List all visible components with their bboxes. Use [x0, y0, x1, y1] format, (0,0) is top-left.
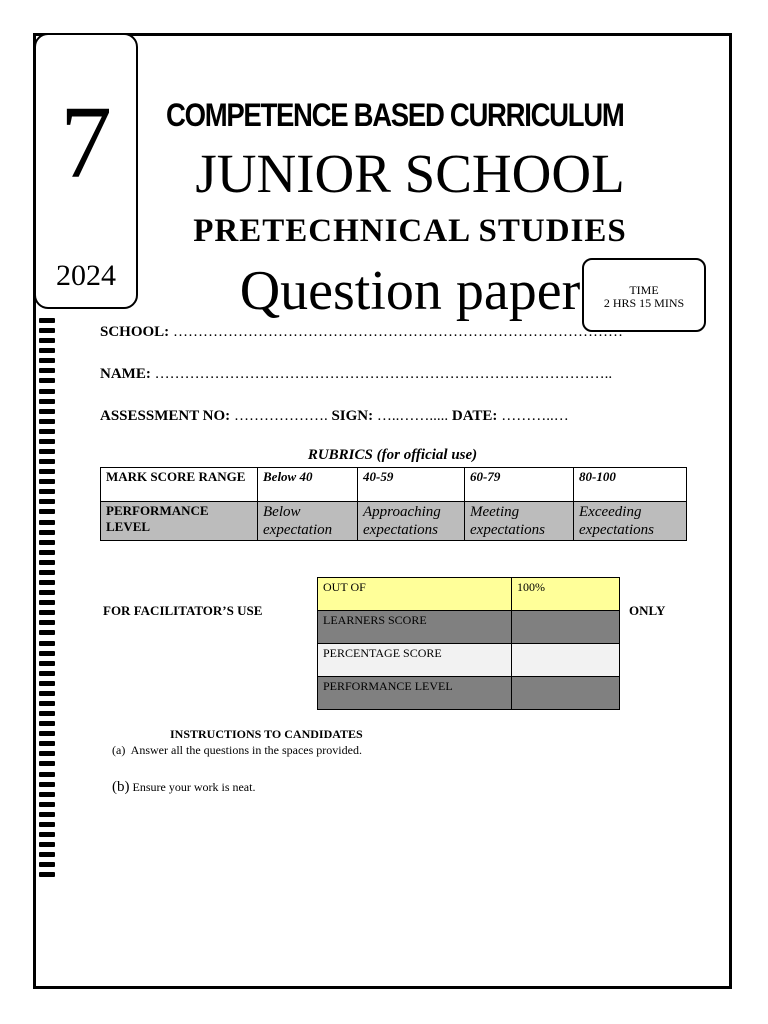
spiral-coil: [39, 590, 55, 595]
spiral-coil: [39, 358, 55, 363]
facilitator-only-label: ONLY: [629, 603, 666, 618]
score-input-cell[interactable]: [512, 677, 620, 710]
spiral-coil: [39, 711, 55, 716]
spiral-coil: [39, 600, 55, 605]
spiral-coil: [39, 439, 55, 444]
date-dots: ………..…: [501, 408, 569, 424]
spiral-coil: [39, 419, 55, 424]
spiral-coil: [39, 540, 55, 545]
spiral-coil: [39, 731, 55, 736]
spiral-coil: [39, 328, 55, 333]
spiral-coil: [39, 792, 55, 797]
spiral-coil: [39, 620, 55, 625]
curriculum-heading: COMPETENCE BASED CURRICULUM: [166, 97, 624, 133]
spiral-coil: [39, 378, 55, 383]
spiral-coil: [39, 782, 55, 787]
time-value: 2 HRS 15 MINS: [603, 296, 685, 310]
table-cell: 60-79: [465, 468, 574, 502]
spiral-coil: [39, 832, 55, 837]
spiral-coil: [39, 509, 55, 514]
instruction-item: [112, 779, 255, 796]
table-cell: Below 40: [258, 468, 358, 502]
assessment-no-dots: ……………….: [233, 408, 328, 424]
name-field[interactable]: [100, 366, 612, 383]
date-field[interactable]: [452, 408, 569, 424]
sign-label: SIGN:: [331, 408, 374, 424]
rubrics-table: [100, 467, 687, 541]
instruction-text: Answer all the questions in the spaces provided.: [130, 743, 362, 757]
table-cell: 80-100: [574, 468, 687, 502]
instruction-marker: (a): [112, 743, 126, 757]
spiral-coil: [39, 459, 55, 464]
spiral-binding: [39, 318, 57, 878]
spiral-coil: [39, 852, 55, 857]
table-cell: 40-59: [358, 468, 465, 502]
spiral-coil: [39, 570, 55, 575]
assessment-row: [100, 408, 569, 425]
time-box: [582, 258, 706, 332]
spiral-coil: [39, 479, 55, 484]
spiral-coil: [39, 741, 55, 746]
spiral-coil: [39, 691, 55, 696]
spiral-coil: [39, 671, 55, 676]
spiral-coil: [39, 630, 55, 635]
facilitator-label: FOR FACILITATOR’S USE: [103, 603, 263, 618]
spiral-coil: [39, 751, 55, 756]
spiral-coil: [39, 822, 55, 827]
name-label: NAME:: [100, 366, 151, 382]
table-cell: Meeting expectations: [465, 502, 574, 541]
spiral-coil: [39, 721, 55, 726]
spiral-coil: [39, 812, 55, 817]
spiral-coil: [39, 449, 55, 454]
row-label: PERFORMANCE LEVEL: [318, 677, 512, 710]
spiral-coil: [39, 761, 55, 766]
paper-type-heading: Question paper: [239, 260, 581, 322]
table-row: [318, 611, 620, 644]
score-input-cell[interactable]: [512, 644, 620, 677]
rubrics-title: RUBRICS (for official use): [307, 447, 478, 463]
spiral-coil: [39, 338, 55, 343]
table-row: [318, 644, 620, 677]
table-cell: 100%: [512, 578, 620, 611]
spiral-coil: [39, 550, 55, 555]
grade-badge: [34, 33, 138, 309]
spiral-coil: [39, 489, 55, 494]
grade-year: 2024: [56, 259, 116, 292]
subject-heading: PRETECHNICAL STUDIES: [193, 213, 627, 249]
spiral-coil: [39, 661, 55, 666]
spiral-coil: [39, 530, 55, 535]
table-cell: Below expectation: [258, 502, 358, 541]
row-label: MARK SCORE RANGE: [101, 468, 258, 502]
date-label: DATE:: [451, 408, 498, 424]
table-row: [318, 677, 620, 710]
time-label: TIME: [629, 283, 659, 297]
spiral-coil: [39, 318, 55, 323]
spiral-coil: [39, 368, 55, 373]
school-label: SCHOOL:: [100, 324, 170, 340]
spiral-coil: [39, 429, 55, 434]
school-level-heading: JUNIOR SCHOOL: [195, 143, 625, 204]
spiral-coil: [39, 389, 55, 394]
spiral-coil: [39, 348, 55, 353]
spiral-coil: [39, 641, 55, 646]
spiral-coil: [39, 580, 55, 585]
row-label: OUT OF: [318, 578, 512, 611]
spiral-coil: [39, 610, 55, 615]
spiral-coil: [39, 842, 55, 847]
spiral-coil: [39, 872, 55, 877]
table-row: [318, 578, 620, 611]
grade-number: 7: [60, 85, 112, 200]
assessment-no-field[interactable]: [100, 408, 331, 424]
score-input-cell[interactable]: [512, 611, 620, 644]
instruction-marker: (b): [112, 779, 130, 795]
spiral-coil: [39, 409, 55, 414]
row-label: PERFORMANCE LEVEL: [101, 502, 258, 541]
instruction-item: [112, 743, 362, 758]
assessment-no-label: ASSESSMENT NO:: [100, 408, 231, 424]
table-cell: Exceeding expectations: [574, 502, 687, 541]
spiral-coil: [39, 520, 55, 525]
school-dots: ………………………………………………………………………………: [172, 324, 623, 340]
row-label: LEARNERS SCORE: [318, 611, 512, 644]
school-field[interactable]: [100, 324, 623, 341]
name-dots: ………………………………………………………………………………..: [154, 366, 613, 382]
sign-field[interactable]: [331, 408, 451, 424]
table-cell: Approaching expectations: [358, 502, 465, 541]
spiral-coil: [39, 469, 55, 474]
facilitator-score-table: [317, 577, 620, 710]
sign-dots: …..…….....: [376, 408, 449, 424]
table-row: [101, 502, 687, 541]
spiral-coil: [39, 651, 55, 656]
spiral-coil: [39, 499, 55, 504]
instructions-title: INSTRUCTIONS TO CANDIDATES: [170, 727, 363, 741]
spiral-coil: [39, 862, 55, 867]
spiral-coil: [39, 772, 55, 777]
instruction-text: Ensure your work is neat.: [132, 780, 256, 794]
spiral-coil: [39, 802, 55, 807]
spiral-coil: [39, 701, 55, 706]
spiral-coil: [39, 399, 55, 404]
table-row: [101, 468, 687, 502]
spiral-coil: [39, 681, 55, 686]
row-label: PERCENTAGE SCORE: [318, 644, 512, 677]
spiral-coil: [39, 560, 55, 565]
